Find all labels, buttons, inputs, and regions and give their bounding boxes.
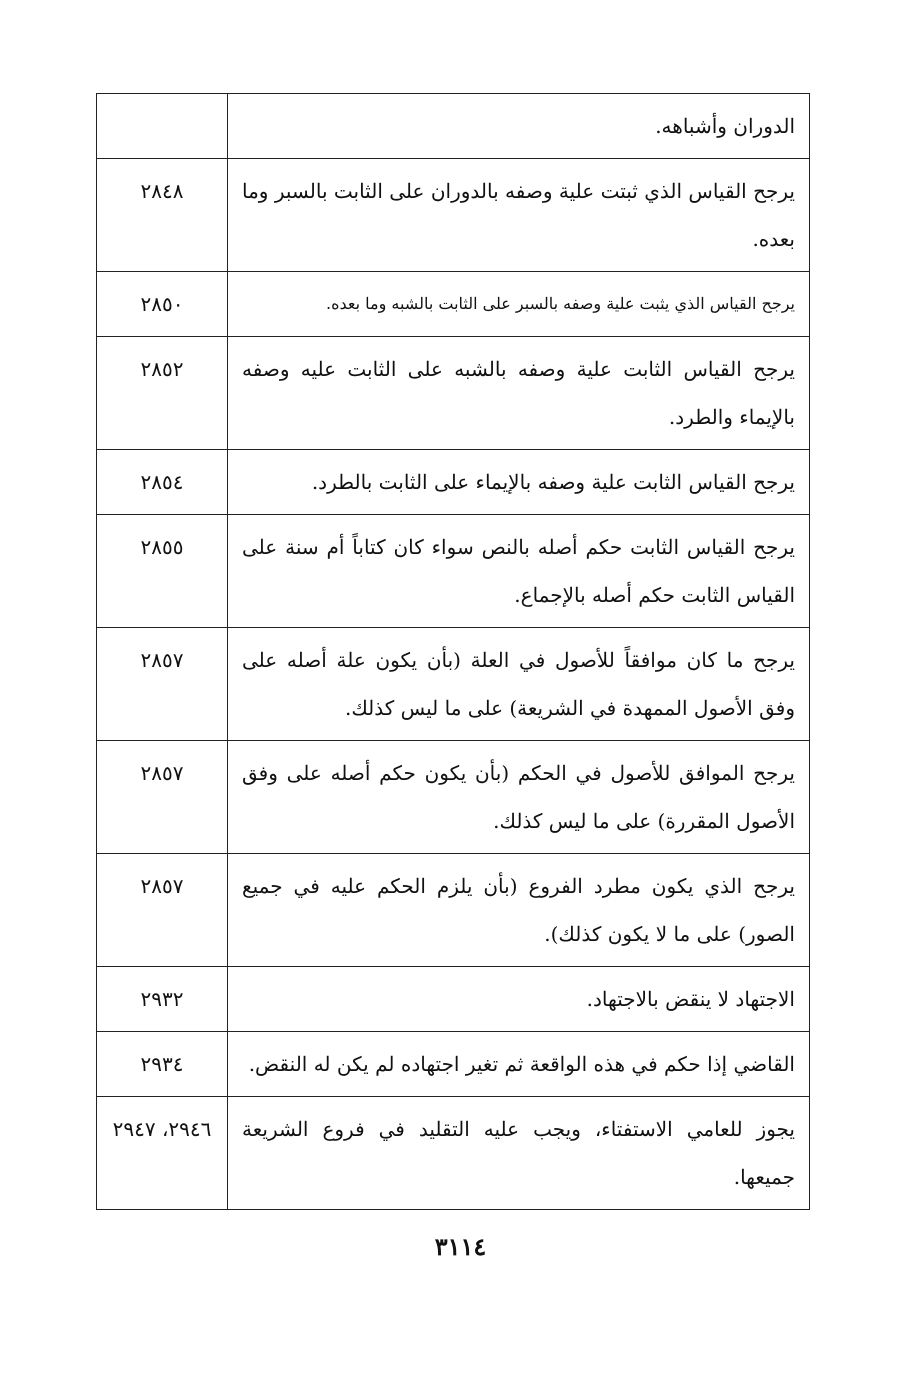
page-number: ٣١١٤ xyxy=(434,1232,487,1261)
table-row xyxy=(97,967,810,1032)
rule-text: يرجح الذي يكون مطرد الفروع (بأن يلزم الحكم عليه في جميع الصور) على ما لا يكون كذلك). xyxy=(228,854,810,967)
page-reference: ٢٨٥٥ xyxy=(97,515,228,628)
rule-text: يرجح القياس الذي يثبت علية وصفه بالسبر على الثابت بالشبه وما بعده. xyxy=(228,272,810,337)
table-row xyxy=(97,741,810,854)
table-row xyxy=(97,272,810,337)
page-reference: ٢٨٥٧ xyxy=(97,741,228,854)
table-row xyxy=(97,515,810,628)
rule-text: يرجح القياس الثابت علية وصفه بالإيماء على الثابت بالطرد. xyxy=(228,450,810,515)
table-row xyxy=(97,159,810,272)
page-reference: ٢٨٤٨ xyxy=(97,159,228,272)
page-reference: ٢٩٣٤ xyxy=(97,1032,228,1097)
table-row xyxy=(97,94,810,159)
rule-text: الدوران وأشباهه. xyxy=(228,94,810,159)
table-row xyxy=(97,337,810,450)
rule-text: يرجح ما كان موافقاً للأصول في العلة (بأن يكون علة أصله على وفق الأصول الممهدة في الشريعة) على ما ليس كذلك. xyxy=(228,628,810,741)
table-row xyxy=(97,450,810,515)
page-reference: ٢٨٥٢ xyxy=(97,337,228,450)
rule-text: يرجح الموافق للأصول في الحكم (بأن يكون حكم أصله على وفق الأصول المقررة) على ما ليس كذلك. xyxy=(228,741,810,854)
page-reference: ٢٩٣٢ xyxy=(97,967,228,1032)
rule-text: يرجح القياس الثابت علية وصفه بالشبه على الثابت عليه وصفه بالإيماء والطرد. xyxy=(228,337,810,450)
rule-text: يرجح القياس الذي ثبتت علية وصفه بالدوران على الثابت بالسبر وما بعده. xyxy=(228,159,810,272)
rule-text: الاجتهاد لا ينقض بالاجتهاد. xyxy=(228,967,810,1032)
table-row xyxy=(97,628,810,741)
table-row xyxy=(97,1032,810,1097)
page-reference: ٢٩٤٦، ٢٩٤٧ xyxy=(97,1097,228,1210)
index-table xyxy=(96,93,810,1210)
page-reference: ٢٨٥٠ xyxy=(97,272,228,337)
table-row xyxy=(97,1097,810,1210)
page-reference: ٢٨٥٤ xyxy=(97,450,228,515)
rule-text: القاضي إذا حكم في هذه الواقعة ثم تغير اجتهاده لم يكن له النقض. xyxy=(228,1032,810,1097)
table-row xyxy=(97,854,810,967)
page-reference: ٢٨٥٧ xyxy=(97,854,228,967)
rule-text: يجوز للعامي الاستفتاء، ويجب عليه التقليد في فروع الشريعة جميعها. xyxy=(228,1097,810,1210)
page-reference: ٢٨٥٧ xyxy=(97,628,228,741)
page-reference xyxy=(97,94,228,159)
rule-text: يرجح القياس الثابت حكم أصله بالنص سواء كان كتاباً أم سنة على القياس الثابت حكم أصله بالإجماع. xyxy=(228,515,810,628)
